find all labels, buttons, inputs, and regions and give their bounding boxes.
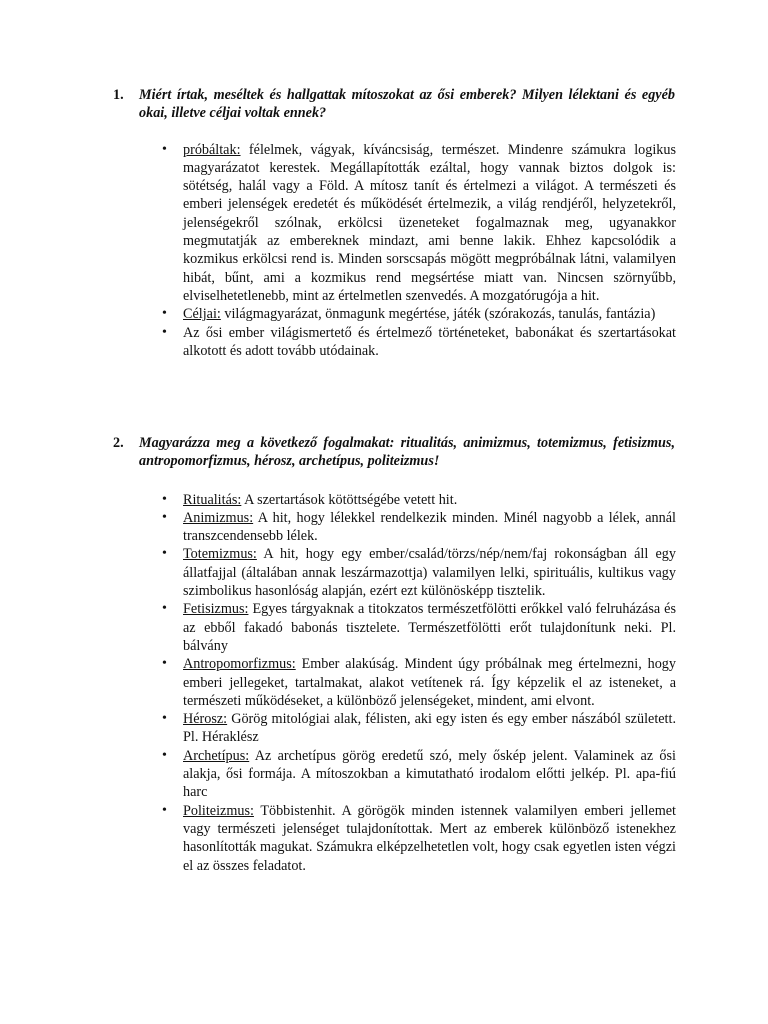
item-text: A hit, hogy egy ember/család/törzs/nép/nem/faj rokonságban áll egy állatfajjal (általában annak leszármazottja) valamilyen lelki, spirituális, kultikus vagy szimbolikus hasonlóság alapján, ezért ezt különösképp tisztelik. <box>183 546 676 600</box>
question-title: Magyarázza meg a következő fogalmakat: ritualitás, animizmus, totemizmus, fetisizmus, antropomorfizmus, hérosz, archetípus, politeizmus! <box>139 435 675 470</box>
list-item <box>162 324 676 361</box>
item-text: Ember alakúság. Mindent úgy próbálnak meg értelmezni, hogy emberi jellegeket, tartalmakat, alakot vetítenek rá. Így képzelik el az isteneket, a természeti működéseket, a különböző jelenségeket, mindent, ami elvont. <box>183 656 676 709</box>
bullet-icon: • <box>162 802 167 818</box>
item-term: Animizmus: <box>183 509 254 526</box>
bullet-icon: • <box>162 306 167 322</box>
list-item <box>162 545 676 600</box>
question-number: 2. <box>113 435 124 451</box>
item-term: Céljai: <box>183 306 221 323</box>
item-text: Az archetípus görög eredetű szó, mely őskép jelent. Valaminek az ősi alakja, ősi formája. A mítoszokban a kimutatható irodalom előtti jelkép. Pl. apa-fiú harc <box>183 747 676 801</box>
bullet-icon: • <box>162 324 167 340</box>
question-1 <box>0 86 768 360</box>
item-text: A szertartások kötöttségébe vetett hit. <box>241 491 458 508</box>
item-term: Hérosz: <box>183 711 228 728</box>
item-text: félelmek, vágyak, kíváncsiság, természet. Mindenre számukra logikus magyarázatot kerestek. Megállapították ezáltal, hogy vannak biztos dolgok is: sötétség, halál vagy a Föld. A mítosz tanít és értelmezi a világot. A természeti és emberi jelenségek eredetét és működését értelmezik, a világ rendjéről, helyzetekről, jelenségekről szólnak, erkölcsi üzeneteket fogalmaznak meg, ugyanakkor megmutatják az embereknek mindazt, ami benne lakik. Ehhez kapcsolódik a kozmikus erkölcsi rend is. Minden sorscsapás mögött megpróbálnak látni, valamilyen hibát, bűnt, ami a kozmikus rend megsértése miatt van. Nincsen szörnyűbb, elviselhetetlenebb, mint az értelmetlen szenvedés. A mozgatórugója a hit. <box>183 141 676 304</box>
list-item <box>162 305 676 323</box>
bullet-icon: • <box>162 546 167 562</box>
list-item <box>162 509 676 546</box>
item-term: Politeizmus: <box>183 802 254 819</box>
bullet-icon: • <box>162 141 167 157</box>
question-heading <box>113 86 675 123</box>
bullet-icon: • <box>162 491 167 507</box>
item-text: Az ősi ember világismertető és értelmező történeteket, babonákat és szertartásokat alkotott és adott tovább utódainak. <box>183 324 676 359</box>
question-title: Miért írtak, meséltek és hallgattak mítoszokat az ősi emberek? Milyen lélektani és egyéb okai, illetve céljai voltak ennek? <box>139 87 675 122</box>
list-item <box>162 600 676 655</box>
item-term: Totemizmus: <box>183 546 257 563</box>
question-heading <box>113 434 675 471</box>
item-term: Antropomorfizmus: <box>183 656 296 673</box>
bullet-icon: • <box>162 711 167 727</box>
item-text: A hit, hogy lélekkel rendelkezik minden. Minél nagyobb a lélek, annál transzcendensebb lélek. <box>183 509 676 545</box>
list-item <box>162 802 676 875</box>
bullet-icon: • <box>162 601 167 617</box>
answer-list <box>0 141 768 361</box>
definition-list <box>0 491 768 875</box>
item-text: Görög mitológiai alak, félisten, aki egy isten és egy ember nászából született. Pl. Héraklész <box>183 711 676 746</box>
list-item <box>162 655 676 710</box>
bullet-icon: • <box>162 509 167 525</box>
bullet-icon: • <box>162 747 167 763</box>
list-item <box>162 710 676 747</box>
item-term: próbáltak: <box>183 141 241 158</box>
item-term: Fetisizmus: <box>183 601 249 618</box>
item-term: Ritualitás: <box>183 491 242 508</box>
item-text: Többistenhit. A görögök minden istennek valamilyen emberi jellemet vagy természeti jelenséget tulajdonítottak. Mert az emberek különböző istenekhez hasonlították magukat. Számukra elképzelhetetlen volt, hogy csak egyetlen isten végzi el az összes feladatot. <box>183 802 676 874</box>
question-number: 1. <box>113 87 124 103</box>
question-2 <box>0 434 768 875</box>
item-term: Archetípus: <box>183 747 250 764</box>
list-item <box>162 747 676 802</box>
list-item <box>162 491 676 509</box>
item-text: világmagyarázat, önmagunk megértése, játék (szórakozás, tanulás, fantázia) <box>220 306 656 323</box>
bullet-icon: • <box>162 656 167 672</box>
list-item <box>162 141 676 306</box>
item-text: Egyes tárgyaknak a titokzatos természetfölötti erőkkel való felruházása és az ebből fakadó babonás tisztelete. Természetfölötti erőt tulajdonítunk neki. Pl. bálvány <box>183 601 676 654</box>
